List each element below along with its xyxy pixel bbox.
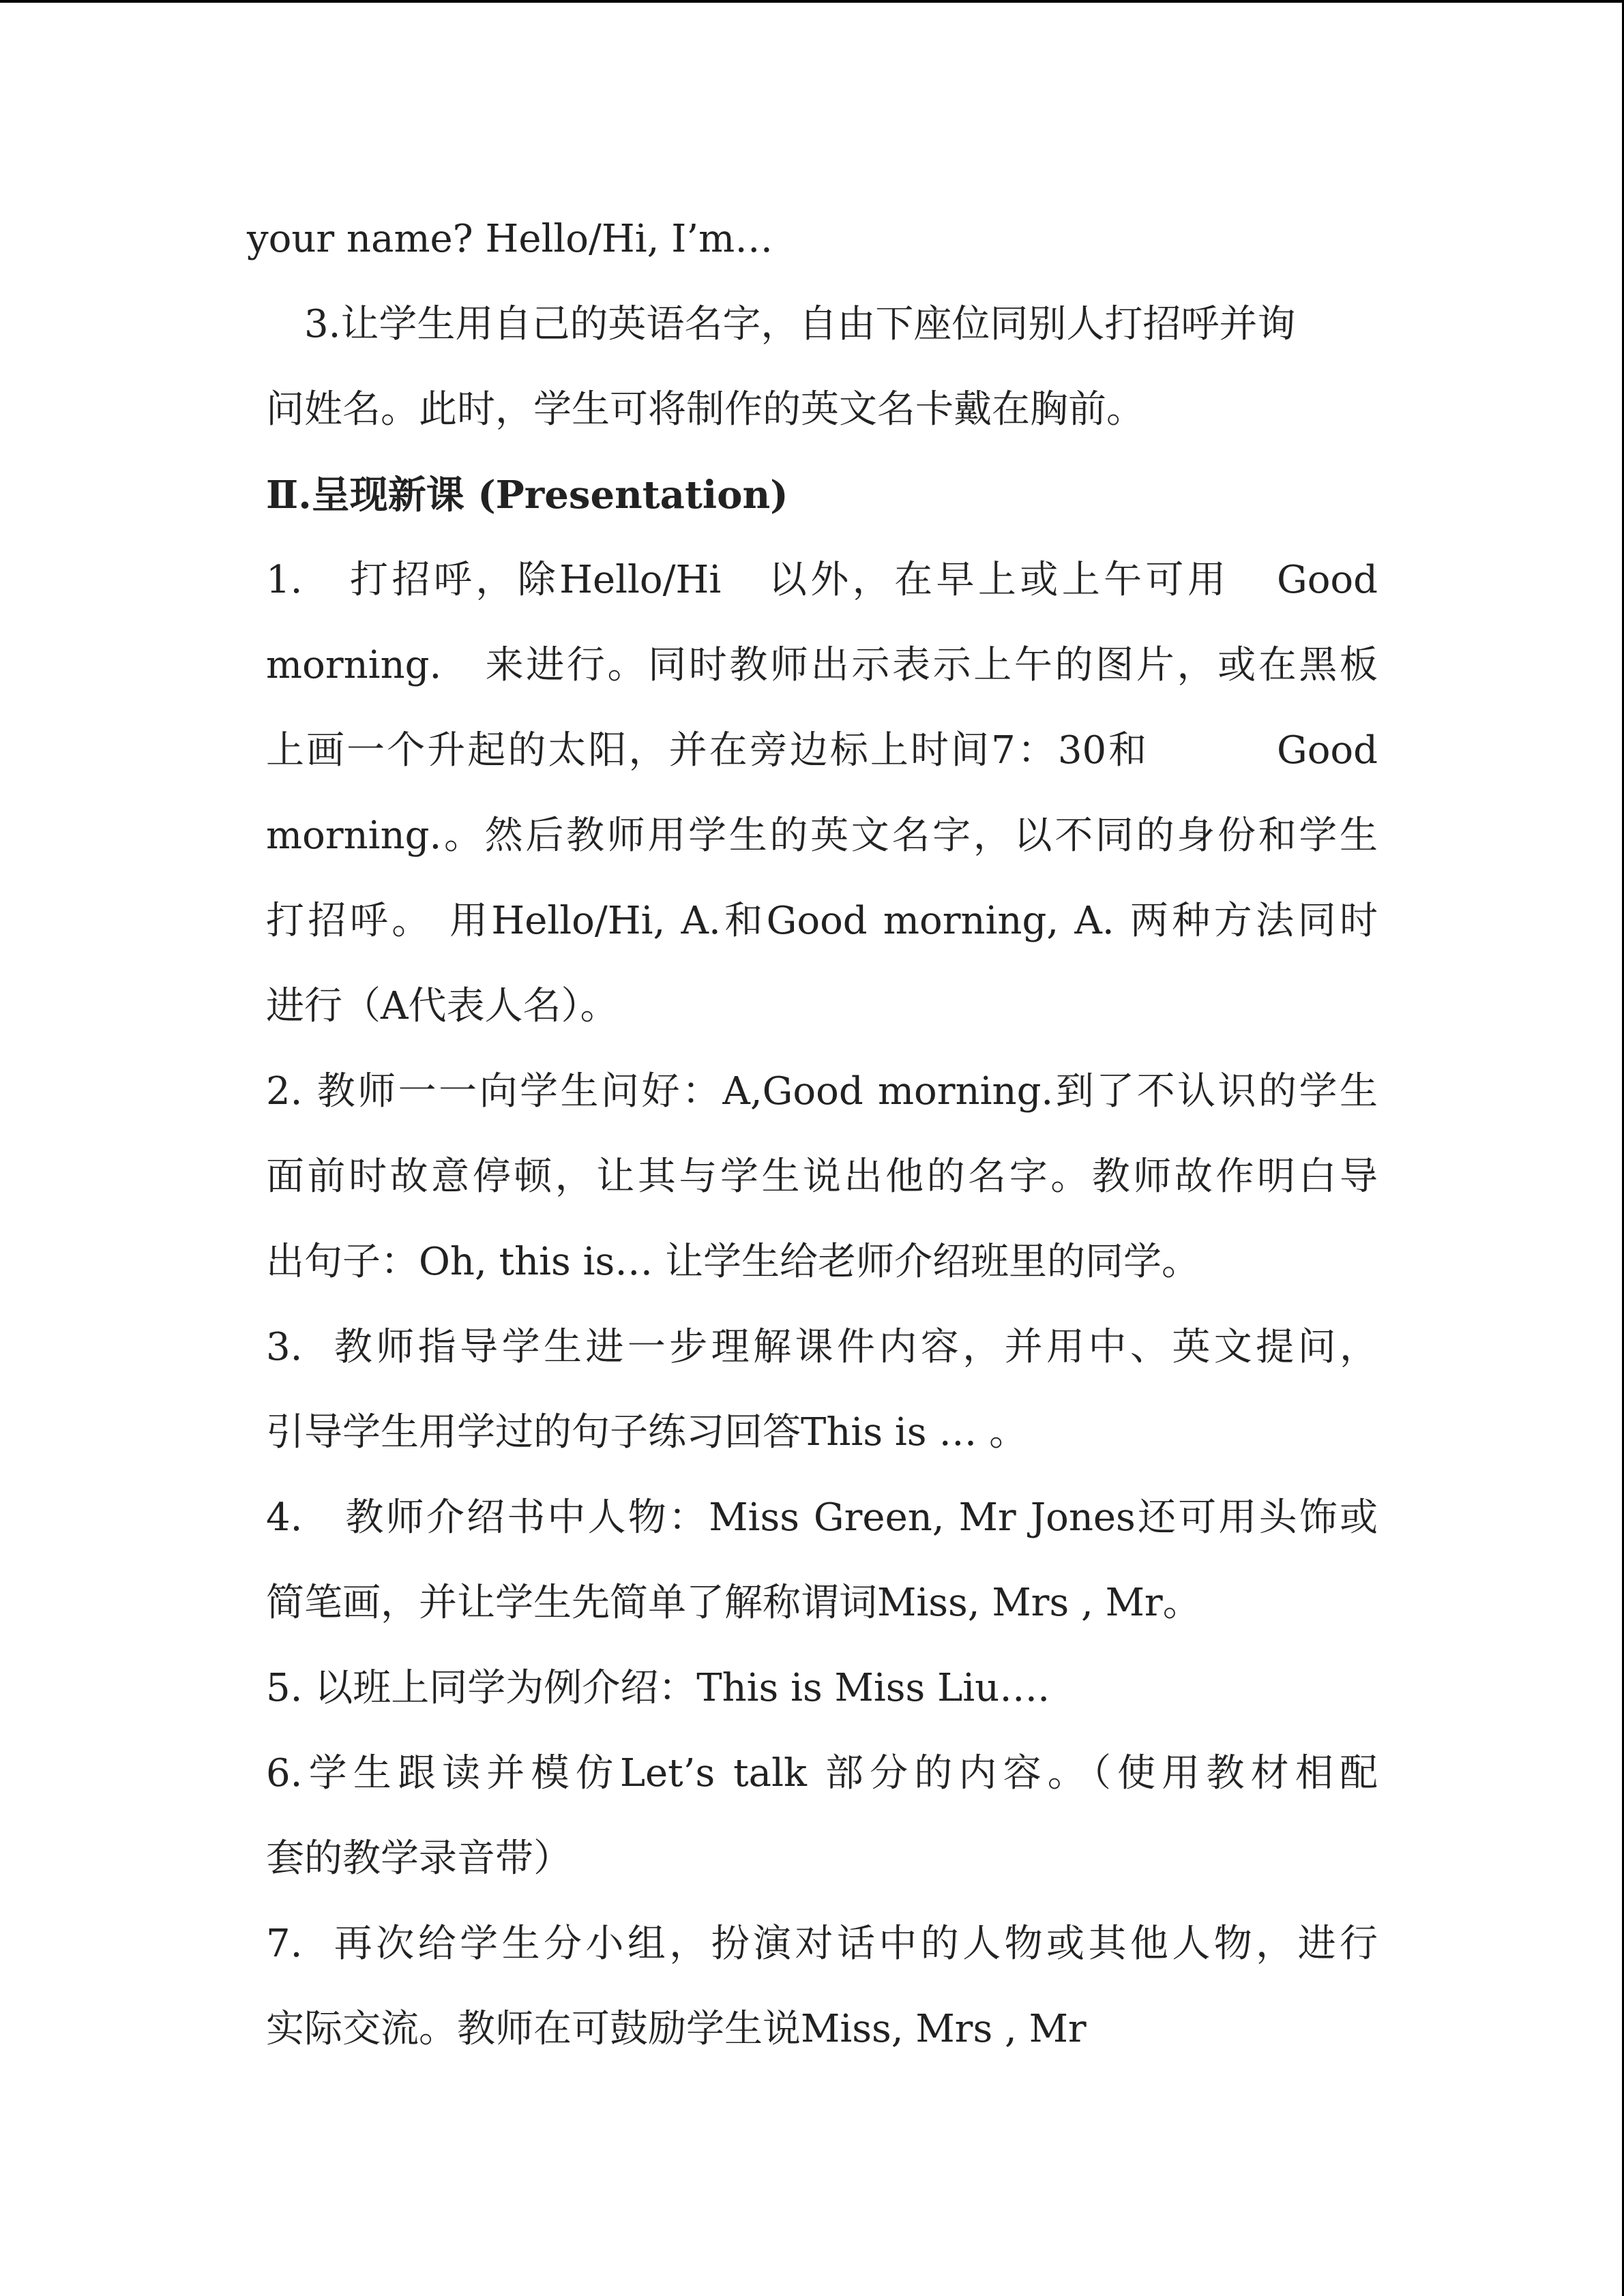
top-border: [0, 0, 1624, 3]
text-line: 上画一个升起的太阳，并在旁边标上时间7：30和 Good: [266, 728, 1378, 773]
text-line: 问姓名。此时，学生可将制作的英文名卡戴在胸前。: [266, 387, 1145, 432]
text-line: morning. 来进行。同时教师出示表示上午的图片，或在黑板: [266, 643, 1378, 687]
text-line: 打招呼。 用Hello/Hi, A.和Good morning, A. 两种方法同时: [266, 899, 1378, 943]
text-line: 1. 打招呼，除Hello/Hi 以外，在早上或上午可用 Good: [266, 558, 1378, 602]
text-line: 进行（A代表人名）。: [266, 984, 619, 1028]
text-line: 套的教学录音带）: [266, 1836, 572, 1881]
text-line: 引导学生用学过的句子练习回答This is … 。: [266, 1410, 1028, 1455]
text-line: 出句子：Oh, this is… 让学生给老师介绍班里的同学。: [266, 1240, 1200, 1284]
text-line: 2. 教师一一向学生问好：A,Good morning.到了不认识的学生: [266, 1069, 1378, 1114]
text-line: 6.学生跟读并模仿Let’s talk 部分的内容。（使用教材相配: [266, 1751, 1378, 1795]
text-line: 4. 教师介绍书中人物：Miss Green, Mr Jones还可用头饰或: [266, 1495, 1378, 1540]
text-line: 7. 再次给学生分小组，扮演对话中的人物或其他人物，进行: [266, 1922, 1378, 1966]
text-line: 3. 教师指导学生进一步理解课件内容，并用中、英文提问，: [266, 1325, 1378, 1369]
text-line: morning.。然后教师用学生的英文名字，以不同的身份和学生: [266, 814, 1378, 858]
text-line: your name? Hello/Hi, I’m…: [247, 217, 773, 261]
section-heading: Ⅱ.呈现新课 (Presentation): [266, 473, 788, 518]
text-line: 面前时故意停顿，让其与学生说出他的名字。教师故作明白导: [266, 1154, 1378, 1199]
text-line: 实际交流。教师在可鼓励学生说Miss, Mrs , Mr: [266, 2007, 1087, 2051]
text-line: 3.让学生用自己的英语名字，自由下座位同别人打招呼并询: [304, 302, 1296, 346]
text-line: 简笔画，并让学生先简单了解称谓词Miss, Mrs , Mr。: [266, 1581, 1201, 1625]
text-line: 5. 以班上同学为例介绍：This is Miss Liu….: [266, 1666, 1050, 1710]
